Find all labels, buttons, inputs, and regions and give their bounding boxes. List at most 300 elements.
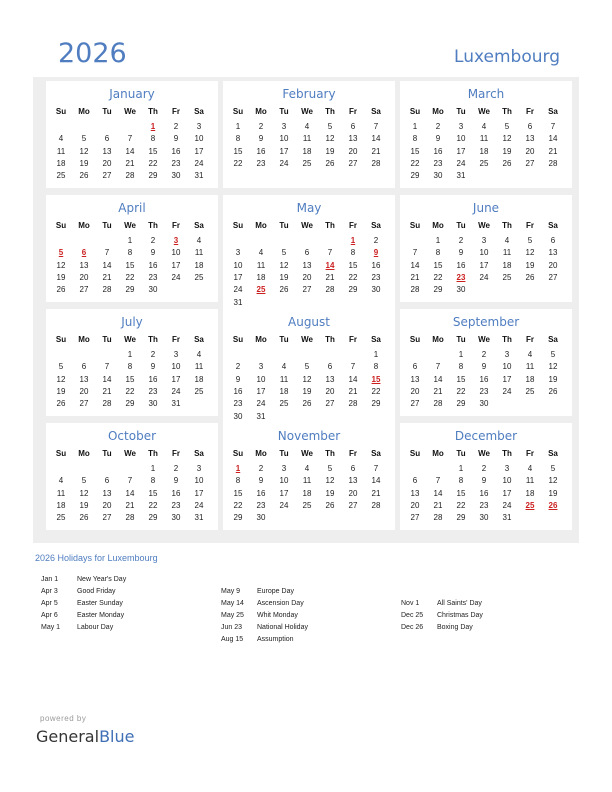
calendar-date: 17 xyxy=(279,488,289,498)
month-name: February xyxy=(282,87,336,101)
calendar-date: 14 xyxy=(410,260,420,270)
holiday-date: 1 xyxy=(350,236,356,245)
calendar-date: 18 xyxy=(302,146,312,156)
month-name: September xyxy=(452,315,520,329)
calendar-date: 11 xyxy=(256,260,266,270)
calendar-date: 15 xyxy=(456,488,466,498)
month-may xyxy=(223,195,395,315)
holiday-name-label: Easter Monday xyxy=(77,612,125,619)
calendar-date: 9 xyxy=(150,248,156,258)
calendar-date: 20 xyxy=(410,500,420,510)
weekday-header: Tu xyxy=(456,449,466,458)
calendar-date: 26 xyxy=(279,285,289,295)
calendar-date: 24 xyxy=(171,272,181,282)
calendar-date: 13 xyxy=(79,260,89,270)
calendar-date: 8 xyxy=(458,362,464,372)
calendar-date: 6 xyxy=(304,248,310,258)
weekday-header: Sa xyxy=(194,221,204,230)
weekday-header: Th xyxy=(325,335,335,344)
calendar-date: 3 xyxy=(196,464,202,473)
calendar-date: 3 xyxy=(196,122,202,131)
calendar-date: 15 xyxy=(148,488,158,498)
calendar-date: 23 xyxy=(171,500,181,510)
holidays-section-title: 2026 Holidays for Luxembourg xyxy=(35,553,158,563)
calendar-year-title: 2026 xyxy=(58,38,127,69)
calendar-date: 16 xyxy=(233,386,243,396)
calendar-date: 2 xyxy=(173,122,179,131)
calendar-date: 25 xyxy=(194,272,204,282)
calendar-date: 28 xyxy=(548,158,558,168)
calendar-date: 10 xyxy=(233,260,243,270)
calendar-date: 1 xyxy=(150,464,156,473)
calendar-date: 24 xyxy=(194,158,204,168)
calendar-date: 24 xyxy=(233,285,243,295)
calendar-date: 22 xyxy=(348,272,358,282)
calendar-date: 7 xyxy=(350,362,356,372)
calendar-date: 30 xyxy=(171,171,181,181)
calendar-date: 18 xyxy=(525,374,535,384)
calendar-date: 3 xyxy=(504,350,510,359)
calendar-date: 7 xyxy=(104,362,110,372)
calendar-date: 27 xyxy=(79,399,89,409)
weekday-header: Sa xyxy=(548,107,558,116)
calendar-date: 13 xyxy=(348,134,358,144)
weekday-header: Fr xyxy=(349,335,357,344)
calendar-date: 7 xyxy=(412,248,418,258)
holiday-date: 1 xyxy=(235,464,241,473)
weekday-header: Su xyxy=(409,449,421,458)
calendar-date: 10 xyxy=(479,248,489,258)
calendar-date: 12 xyxy=(56,374,66,384)
weekday-header: Th xyxy=(502,107,512,116)
calendar-date: 16 xyxy=(148,374,158,384)
weekday-header: We xyxy=(478,221,490,230)
calendar-date: 8 xyxy=(235,476,241,486)
generalblue-logo xyxy=(36,727,134,746)
calendar-date: 26 xyxy=(302,399,312,409)
calendar-date: 17 xyxy=(194,488,204,498)
calendar-date: 4 xyxy=(304,122,310,131)
calendar-date: 5 xyxy=(81,476,87,486)
calendar-date: 11 xyxy=(279,374,289,384)
calendar-date: 22 xyxy=(456,386,466,396)
calendar-date: 8 xyxy=(150,134,156,144)
calendar-date: 29 xyxy=(456,513,466,523)
calendar-date: 1 xyxy=(127,236,133,245)
calendar-date: 27 xyxy=(102,513,112,523)
calendar-date: 31 xyxy=(502,513,512,523)
calendar-date: 26 xyxy=(325,158,335,168)
calendar-date: 6 xyxy=(550,236,556,245)
month-november xyxy=(223,423,395,530)
calendar-date: 23 xyxy=(371,272,381,282)
calendar-date: 17 xyxy=(171,260,181,270)
calendar-date: 3 xyxy=(281,464,287,473)
country-title: Luxembourg xyxy=(454,47,560,67)
calendar-date: 25 xyxy=(56,513,66,523)
calendar-date: 30 xyxy=(256,513,266,523)
weekday-header: We xyxy=(478,449,490,458)
calendar-date: 22 xyxy=(233,500,243,510)
weekday-header: Mo xyxy=(255,335,267,344)
calendar-date: 27 xyxy=(302,285,312,295)
calendar-date: 13 xyxy=(525,134,535,144)
holiday-name-label: Labour Day xyxy=(77,624,114,631)
holiday-date-label: Nov 1 xyxy=(401,600,420,607)
calendar-date: 31 xyxy=(256,411,266,421)
calendar-date: 16 xyxy=(256,488,266,498)
calendar-date: 18 xyxy=(525,488,535,498)
calendar-date: 1 xyxy=(458,350,464,359)
calendar-date: 12 xyxy=(502,134,512,144)
calendar-date: 12 xyxy=(302,374,312,384)
calendar-date: 30 xyxy=(148,285,158,295)
weekday-header: We xyxy=(478,335,490,344)
calendar-date: 20 xyxy=(548,260,558,270)
calendar-date: 30 xyxy=(148,399,158,409)
calendar-date: 22 xyxy=(410,158,420,168)
weekday-header: Tu xyxy=(456,221,466,230)
calendar-date: 23 xyxy=(433,158,443,168)
holiday-name-label: Good Friday xyxy=(77,588,116,595)
calendar-date: 27 xyxy=(102,171,112,181)
calendar-date: 25 xyxy=(502,272,512,282)
calendar-date: 28 xyxy=(410,285,420,295)
calendar-date: 10 xyxy=(256,374,266,384)
weekday-header: We xyxy=(124,221,136,230)
calendar-date: 10 xyxy=(456,134,466,144)
calendar-date: 17 xyxy=(456,146,466,156)
weekday-header: Su xyxy=(232,335,244,344)
month-december xyxy=(400,423,572,530)
calendar-date: 8 xyxy=(412,134,418,144)
calendar-date: 16 xyxy=(479,374,489,384)
weekday-header: Fr xyxy=(526,107,534,116)
calendar-date: 29 xyxy=(148,171,158,181)
calendar-date: 3 xyxy=(481,236,487,245)
calendar-date: 8 xyxy=(458,476,464,486)
weekday-header: Th xyxy=(148,449,158,458)
calendar-date: 30 xyxy=(233,411,243,421)
weekday-header: Sa xyxy=(194,335,204,344)
weekday-header: Su xyxy=(232,107,244,116)
calendar-date: 2 xyxy=(150,350,156,359)
calendar-date: 21 xyxy=(125,500,135,510)
calendar-date: 27 xyxy=(410,399,420,409)
holiday-date-label: Aug 15 xyxy=(221,636,244,643)
calendar-date: 24 xyxy=(479,272,489,282)
weekday-header: Mo xyxy=(432,221,444,230)
calendar-date: 17 xyxy=(502,488,512,498)
calendar-date: 19 xyxy=(79,500,89,510)
calendar-date: 15 xyxy=(125,260,135,270)
calendar-date: 2 xyxy=(481,464,487,473)
calendar-date: 9 xyxy=(150,362,156,372)
calendar-date: 19 xyxy=(325,488,335,498)
calendar-date: 11 xyxy=(194,362,204,372)
calendar-date: 30 xyxy=(371,285,381,295)
weekday-header: Sa xyxy=(371,221,381,230)
calendar-date: 7 xyxy=(127,134,133,144)
calendar-date: 16 xyxy=(433,146,443,156)
weekday-header: Fr xyxy=(526,221,534,230)
calendar-date: 29 xyxy=(233,513,243,523)
weekday-header: Su xyxy=(232,221,244,230)
weekday-header: Sa xyxy=(371,107,381,116)
weekday-header: Th xyxy=(325,449,335,458)
calendar-date: 1 xyxy=(373,350,379,359)
calendar-date: 15 xyxy=(233,146,243,156)
weekday-header: Sa xyxy=(548,221,558,230)
calendar-date: 13 xyxy=(79,374,89,384)
calendar-date: 2 xyxy=(258,464,264,473)
holiday-name-label: National Holiday xyxy=(257,624,308,631)
calendar-date: 3 xyxy=(458,122,464,131)
calendar-date: 26 xyxy=(56,285,66,295)
calendar-date: 6 xyxy=(350,122,356,131)
calendar-date: 17 xyxy=(279,146,289,156)
calendar-date: 2 xyxy=(258,122,264,131)
weekday-header: Fr xyxy=(526,335,534,344)
calendar-date: 31 xyxy=(194,513,204,523)
calendar-date: 22 xyxy=(148,158,158,168)
calendar-date: 20 xyxy=(348,146,358,156)
calendar-date: 15 xyxy=(233,488,243,498)
calendar-date: 31 xyxy=(171,399,181,409)
holiday-date-label: May 14 xyxy=(221,600,244,607)
calendar-date: 21 xyxy=(102,386,112,396)
calendar-date: 12 xyxy=(525,248,535,258)
weekday-header: Mo xyxy=(432,449,444,458)
weekday-header: Tu xyxy=(102,221,112,230)
calendar-date: 13 xyxy=(302,260,312,270)
month-name: March xyxy=(467,87,505,101)
calendar-date: 28 xyxy=(348,399,358,409)
calendar-date: 28 xyxy=(125,513,135,523)
calendar-date: 15 xyxy=(456,374,466,384)
holiday-date-label: Dec 25 xyxy=(401,612,424,619)
calendar-date: 20 xyxy=(525,146,535,156)
calendar-date: 13 xyxy=(325,374,335,384)
calendar-date: 9 xyxy=(173,134,179,144)
weekday-header: Mo xyxy=(432,335,444,344)
calendar-date: 21 xyxy=(371,488,381,498)
holiday-date-label: Apr 6 xyxy=(41,612,58,619)
weekday-header: Su xyxy=(55,449,67,458)
holiday-name-label: Assumption xyxy=(257,636,294,643)
calendar-date: 8 xyxy=(150,476,156,486)
calendar-date: 14 xyxy=(548,134,558,144)
calendar-date: 5 xyxy=(304,362,310,372)
holiday-date-label: Jan 1 xyxy=(41,576,59,583)
calendar-date: 11 xyxy=(502,248,512,258)
holiday-date-label: May 9 xyxy=(221,588,241,595)
calendar-date: 7 xyxy=(373,464,379,473)
calendar-date: 21 xyxy=(433,386,443,396)
calendar-date: 5 xyxy=(550,350,556,359)
weekday-header: Mo xyxy=(78,107,90,116)
calendar-date: 29 xyxy=(125,399,135,409)
holiday-date: 23 xyxy=(456,272,466,282)
weekday-header: Sa xyxy=(194,449,204,458)
weekday-header: Su xyxy=(232,449,244,458)
month-october xyxy=(46,423,218,530)
holiday-date: 14 xyxy=(325,260,335,270)
calendar-date: 11 xyxy=(525,476,535,486)
calendar-date: 5 xyxy=(550,464,556,473)
calendar-date: 11 xyxy=(56,146,66,156)
calendar-date: 14 xyxy=(348,374,358,384)
calendar-date: 7 xyxy=(104,248,110,258)
calendar-date: 28 xyxy=(125,171,135,181)
weekday-header: Su xyxy=(55,335,67,344)
calendar-date: 12 xyxy=(56,260,66,270)
calendar-date: 10 xyxy=(171,362,181,372)
calendar-date: 28 xyxy=(433,399,443,409)
calendar-date: 24 xyxy=(456,158,466,168)
calendar-date: 26 xyxy=(548,386,558,396)
calendar-date: 19 xyxy=(279,272,289,282)
weekday-header: Mo xyxy=(255,221,267,230)
calendar-date: 16 xyxy=(479,488,489,498)
calendar-date: 22 xyxy=(148,500,158,510)
weekday-header: We xyxy=(301,107,313,116)
weekday-header: Mo xyxy=(78,221,90,230)
calendar-date: 3 xyxy=(235,248,241,258)
calendar-date: 26 xyxy=(79,513,89,523)
calendar-date: 28 xyxy=(102,285,112,295)
calendar-date: 24 xyxy=(502,500,512,510)
weekday-header: Sa xyxy=(548,335,558,344)
calendar-date: 22 xyxy=(233,158,243,168)
calendar-date: 26 xyxy=(525,272,535,282)
calendar-date: 2 xyxy=(435,122,441,131)
calendar-date: 20 xyxy=(102,158,112,168)
calendar-date: 14 xyxy=(125,146,135,156)
calendar-date: 17 xyxy=(171,374,181,384)
holiday-name-label: Easter Sunday xyxy=(77,600,123,607)
weekday-header: Tu xyxy=(102,107,112,116)
calendar-date: 27 xyxy=(410,513,420,523)
calendar-date: 13 xyxy=(348,476,358,486)
calendar-date: 27 xyxy=(348,500,358,510)
holiday-date-label: May 25 xyxy=(221,612,244,619)
calendar-date: 20 xyxy=(79,272,89,282)
calendar-date: 7 xyxy=(550,122,556,131)
calendar-date: 6 xyxy=(412,362,418,372)
month-name: January xyxy=(109,87,155,101)
calendar-date: 21 xyxy=(102,272,112,282)
weekday-header: Sa xyxy=(371,449,381,458)
weekday-header: Tu xyxy=(279,107,289,116)
calendar-date: 20 xyxy=(325,386,335,396)
calendar-date: 18 xyxy=(194,260,204,270)
holiday-date: 9 xyxy=(373,248,379,258)
weekday-header: Mo xyxy=(78,335,90,344)
weekday-header: We xyxy=(478,107,490,116)
calendar-date: 23 xyxy=(233,399,243,409)
calendar-date: 9 xyxy=(258,134,264,144)
calendar-date: 14 xyxy=(371,134,381,144)
calendar-date: 22 xyxy=(456,500,466,510)
calendar-date: 23 xyxy=(479,500,489,510)
calendar-date: 21 xyxy=(325,272,335,282)
calendar-date: 20 xyxy=(302,272,312,282)
calendar-date: 30 xyxy=(171,513,181,523)
weekday-header: Sa xyxy=(548,449,558,458)
calendar-date: 17 xyxy=(194,146,204,156)
holiday-name-label: Christmas Day xyxy=(437,612,483,619)
calendar-date: 25 xyxy=(279,399,289,409)
calendar-date: 5 xyxy=(81,134,87,144)
calendar-date: 24 xyxy=(171,386,181,396)
calendar-date: 20 xyxy=(102,500,112,510)
calendar-date: 19 xyxy=(56,272,66,282)
calendar-date: 2 xyxy=(150,236,156,245)
calendar-date: 9 xyxy=(173,476,179,486)
calendar-date: 26 xyxy=(56,399,66,409)
holiday-date-label: Jun 23 xyxy=(221,624,243,631)
calendar-date: 13 xyxy=(410,374,420,384)
calendar-date: 10 xyxy=(502,362,512,372)
calendar-date: 4 xyxy=(481,122,487,131)
calendar-date: 2 xyxy=(173,464,179,473)
calendar-date: 27 xyxy=(548,272,558,282)
calendar-date: 17 xyxy=(502,374,512,384)
calendar-date: 27 xyxy=(79,285,89,295)
calendar-date: 29 xyxy=(125,285,135,295)
calendar-date: 19 xyxy=(302,386,312,396)
month-august xyxy=(223,309,395,429)
calendar-date: 18 xyxy=(479,146,489,156)
calendar-date: 16 xyxy=(171,488,181,498)
calendar-grid-panel xyxy=(33,77,579,543)
calendar-date: 4 xyxy=(58,134,64,144)
calendar-date: 14 xyxy=(433,374,443,384)
weekday-header: Tu xyxy=(102,335,112,344)
calendar-date: 30 xyxy=(479,399,489,409)
calendar-date: 21 xyxy=(410,272,420,282)
calendar-date: 9 xyxy=(481,362,487,372)
weekday-header: Fr xyxy=(172,221,180,230)
calendar-date: 8 xyxy=(350,248,356,258)
holiday-name-label: All Saints' Day xyxy=(437,600,482,607)
weekday-header: Th xyxy=(148,335,158,344)
month-name: May xyxy=(296,201,322,215)
calendar-date: 9 xyxy=(481,476,487,486)
calendar-date: 25 xyxy=(56,171,66,181)
calendar-date: 10 xyxy=(279,134,289,144)
calendar-date: 26 xyxy=(502,158,512,168)
calendar-date: 28 xyxy=(325,285,335,295)
calendar-date: 18 xyxy=(194,374,204,384)
calendar-date: 8 xyxy=(235,134,241,144)
weekday-header: Su xyxy=(409,107,421,116)
calendar-date: 6 xyxy=(412,476,418,486)
calendar-date: 25 xyxy=(194,386,204,396)
calendar-date: 27 xyxy=(348,158,358,168)
weekday-header: Tu xyxy=(279,221,289,230)
calendar-date: 18 xyxy=(56,158,66,168)
calendar-date: 1 xyxy=(235,122,241,131)
calendar-date: 28 xyxy=(433,513,443,523)
weekday-header: Fr xyxy=(349,107,357,116)
calendar-date: 29 xyxy=(456,399,466,409)
calendar-date: 8 xyxy=(373,362,379,372)
calendar-date: 5 xyxy=(58,362,64,372)
weekday-header: Fr xyxy=(172,335,180,344)
month-name: October xyxy=(107,429,157,443)
